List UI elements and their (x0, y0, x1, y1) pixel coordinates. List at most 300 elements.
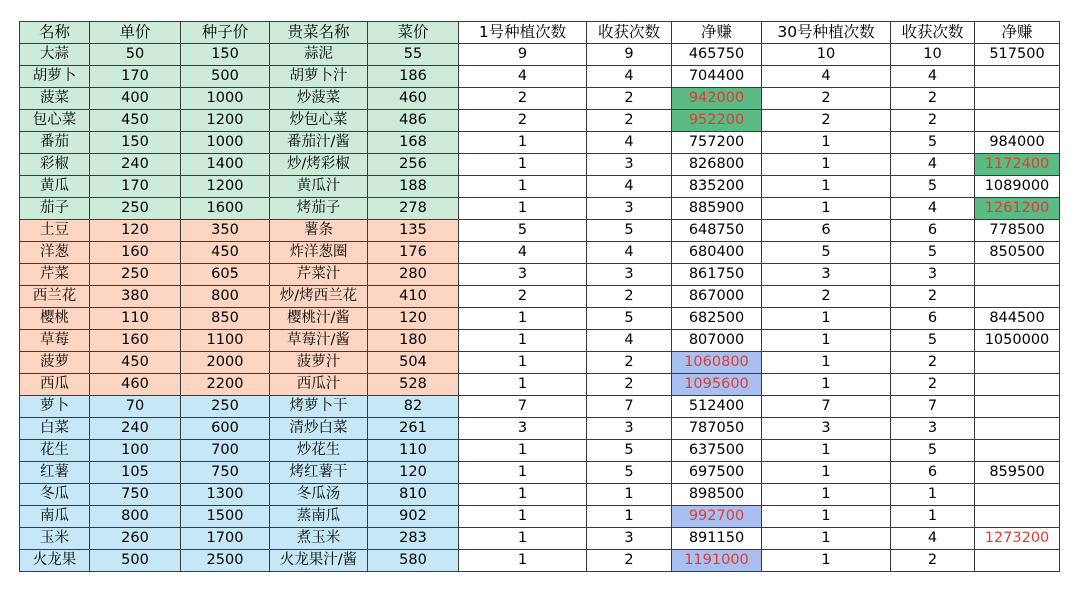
day1-harvests-cell[interactable]: 1 (587, 506, 672, 528)
day30-harvests-cell[interactable]: 4 (891, 66, 975, 88)
day1-harvests-cell[interactable]: 2 (587, 550, 672, 572)
dish-name-cell[interactable]: 黄瓜汁 (270, 176, 368, 198)
day30-plantings-cell[interactable]: 1 (762, 198, 891, 220)
dish-name-cell[interactable]: 烤茄子 (270, 198, 368, 220)
day1-net-profit-cell[interactable]: 787050 (672, 418, 762, 440)
header-day1-net-profit[interactable]: 净赚 (672, 22, 762, 44)
name-cell[interactable]: 洋葱 (20, 242, 90, 264)
day1-plantings-cell[interactable]: 4 (459, 242, 587, 264)
day1-net-profit-cell[interactable]: 891150 (672, 528, 762, 550)
day30-harvests-cell[interactable]: 1 (891, 506, 975, 528)
dish-name-cell[interactable]: 芹菜汁 (270, 264, 368, 286)
day1-harvests-cell[interactable]: 5 (587, 440, 672, 462)
seed-price-cell[interactable]: 1600 (181, 198, 270, 220)
day1-net-profit-cell[interactable]: 465750 (672, 44, 762, 66)
day30-plantings-cell[interactable]: 4 (762, 66, 891, 88)
unit-price-cell[interactable]: 110 (90, 308, 181, 330)
day1-harvests-cell[interactable]: 4 (587, 176, 672, 198)
day1-plantings-cell[interactable]: 3 (459, 418, 587, 440)
table-row (20, 66, 1060, 88)
dish-name-cell[interactable]: 番茄汁/酱 (270, 132, 368, 154)
day1-plantings-cell[interactable]: 1 (459, 462, 587, 484)
day30-harvests-cell[interactable]: 2 (891, 550, 975, 572)
name-cell[interactable]: 土豆 (20, 220, 90, 242)
day1-plantings-cell[interactable]: 1 (459, 550, 587, 572)
dish-price-cell[interactable]: 460 (368, 88, 459, 110)
name-cell[interactable]: 西瓜 (20, 374, 90, 396)
day1-harvests-cell[interactable]: 1 (587, 484, 672, 506)
table-row (20, 374, 1060, 396)
day30-net-profit-cell[interactable]: 1089000 (975, 176, 1060, 198)
day1-net-profit-cell[interactable]: 835200 (672, 176, 762, 198)
day1-plantings-cell[interactable]: 1 (459, 374, 587, 396)
day1-harvests-cell[interactable]: 5 (587, 462, 672, 484)
day30-plantings-cell[interactable]: 1 (762, 154, 891, 176)
day1-plantings-cell[interactable]: 1 (459, 330, 587, 352)
table-row (20, 484, 1060, 506)
day30-net-profit-cell[interactable] (975, 264, 1060, 286)
unit-price-cell[interactable]: 380 (90, 286, 181, 308)
table-row (20, 286, 1060, 308)
day1-net-profit-cell[interactable]: 512400 (672, 396, 762, 418)
day30-plantings-cell[interactable]: 1 (762, 308, 891, 330)
day30-net-profit-cell[interactable] (975, 66, 1060, 88)
dish-name-cell[interactable]: 炒/烤彩椒 (270, 154, 368, 176)
day30-harvests-cell[interactable]: 5 (891, 330, 975, 352)
seed-price-cell[interactable]: 2500 (181, 550, 270, 572)
dish-price-cell[interactable]: 261 (368, 418, 459, 440)
header-seed-price[interactable]: 种子价 (181, 22, 270, 44)
day1-plantings-cell[interactable]: 1 (459, 198, 587, 220)
dish-price-cell[interactable]: 410 (368, 286, 459, 308)
header-unit-price[interactable]: 单价 (90, 22, 181, 44)
day30-net-profit-cell[interactable]: 778500 (975, 220, 1060, 242)
day30-net-profit-cell[interactable] (975, 440, 1060, 462)
name-cell[interactable]: 萝卜 (20, 396, 90, 418)
table-row (20, 154, 1060, 176)
day30-net-profit-cell[interactable] (975, 88, 1060, 110)
seed-price-cell[interactable]: 800 (181, 286, 270, 308)
table-row (20, 264, 1060, 286)
day30-plantings-cell[interactable]: 10 (762, 44, 891, 66)
seed-price-cell[interactable]: 500 (181, 66, 270, 88)
day1-harvests-cell[interactable]: 3 (587, 264, 672, 286)
header-dish-price[interactable]: 菜价 (368, 22, 459, 44)
table-row (20, 110, 1060, 132)
dish-name-cell[interactable]: 草莓汁/酱 (270, 330, 368, 352)
dish-price-cell[interactable]: 110 (368, 440, 459, 462)
unit-price-cell[interactable]: 50 (90, 44, 181, 66)
day30-harvests-cell[interactable]: 6 (891, 308, 975, 330)
header-dish-name[interactable]: 贵菜名称 (270, 22, 368, 44)
table-row (20, 88, 1060, 110)
day1-plantings-cell[interactable]: 1 (459, 176, 587, 198)
header-name[interactable]: 名称 (20, 22, 90, 44)
name-cell[interactable]: 胡萝卜 (20, 66, 90, 88)
dish-price-cell[interactable]: 902 (368, 506, 459, 528)
seed-price-cell[interactable]: 600 (181, 418, 270, 440)
day30-harvests-cell[interactable]: 5 (891, 176, 975, 198)
day30-net-profit-cell[interactable]: 1261200 (975, 198, 1060, 220)
table-row (20, 44, 1060, 66)
day30-harvests-cell[interactable]: 2 (891, 374, 975, 396)
seed-price-cell[interactable]: 450 (181, 242, 270, 264)
table-row (20, 462, 1060, 484)
seed-price-cell[interactable]: 350 (181, 220, 270, 242)
seed-price-cell[interactable]: 1700 (181, 528, 270, 550)
day1-net-profit-cell[interactable]: 885900 (672, 198, 762, 220)
day1-harvests-cell[interactable]: 2 (587, 286, 672, 308)
day30-net-profit-cell[interactable]: 850500 (975, 242, 1060, 264)
day30-plantings-cell[interactable]: 1 (762, 550, 891, 572)
day1-net-profit-cell[interactable]: 807000 (672, 330, 762, 352)
day30-plantings-cell[interactable]: 1 (762, 528, 891, 550)
unit-price-cell[interactable]: 160 (90, 330, 181, 352)
table-row (20, 132, 1060, 154)
unit-price-cell[interactable]: 460 (90, 374, 181, 396)
dish-price-cell[interactable]: 504 (368, 352, 459, 374)
dish-name-cell[interactable]: 火龙果汁/酱 (270, 550, 368, 572)
day1-plantings-cell[interactable]: 1 (459, 440, 587, 462)
day30-harvests-cell[interactable]: 2 (891, 110, 975, 132)
day1-plantings-cell[interactable]: 7 (459, 396, 587, 418)
name-cell[interactable]: 包心菜 (20, 110, 90, 132)
name-cell[interactable]: 菠萝 (20, 352, 90, 374)
name-cell[interactable]: 彩椒 (20, 154, 90, 176)
day30-harvests-cell[interactable]: 4 (891, 198, 975, 220)
dish-price-cell[interactable]: 188 (368, 176, 459, 198)
seed-price-cell[interactable]: 1000 (181, 88, 270, 110)
dish-price-cell[interactable]: 55 (368, 44, 459, 66)
name-cell[interactable]: 草莓 (20, 330, 90, 352)
day1-plantings-cell[interactable]: 1 (459, 308, 587, 330)
day30-net-profit-cell[interactable]: 1273200 (975, 528, 1060, 550)
day30-harvests-cell[interactable]: 5 (891, 132, 975, 154)
dish-price-cell[interactable]: 280 (368, 264, 459, 286)
seed-price-cell[interactable]: 850 (181, 308, 270, 330)
day30-net-profit-cell[interactable] (975, 506, 1060, 528)
crop-profit-table (19, 21, 1060, 572)
day30-net-profit-cell[interactable] (975, 484, 1060, 506)
dish-price-cell[interactable]: 256 (368, 154, 459, 176)
day30-plantings-cell[interactable]: 1 (762, 484, 891, 506)
name-cell[interactable]: 火龙果 (20, 550, 90, 572)
dish-name-cell[interactable]: 炒花生 (270, 440, 368, 462)
day1-plantings-cell[interactable]: 5 (459, 220, 587, 242)
day30-plantings-cell[interactable]: 5 (762, 242, 891, 264)
day30-net-profit-cell[interactable]: 1172400 (975, 154, 1060, 176)
day1-net-profit-cell[interactable]: 648750 (672, 220, 762, 242)
day1-net-profit-cell[interactable]: 680400 (672, 242, 762, 264)
day1-net-profit-cell[interactable]: 1060800 (672, 352, 762, 374)
day30-plantings-cell[interactable]: 1 (762, 506, 891, 528)
day1-plantings-cell[interactable]: 2 (459, 110, 587, 132)
table-row (20, 528, 1060, 550)
name-cell[interactable]: 花生 (20, 440, 90, 462)
dish-name-cell[interactable]: 烤萝卜干 (270, 396, 368, 418)
unit-price-cell[interactable]: 150 (90, 132, 181, 154)
dish-price-cell[interactable]: 486 (368, 110, 459, 132)
day1-harvests-cell[interactable]: 4 (587, 242, 672, 264)
day1-harvests-cell[interactable]: 4 (587, 66, 672, 88)
day1-net-profit-cell[interactable]: 942000 (672, 88, 762, 110)
dish-name-cell[interactable]: 冬瓜汤 (270, 484, 368, 506)
table-row (20, 220, 1060, 242)
dish-name-cell[interactable]: 炒菠菜 (270, 88, 368, 110)
day30-plantings-cell[interactable]: 1 (762, 374, 891, 396)
day30-plantings-cell[interactable]: 3 (762, 264, 891, 286)
day1-plantings-cell[interactable]: 2 (459, 88, 587, 110)
unit-price-cell[interactable]: 160 (90, 242, 181, 264)
seed-price-cell[interactable]: 1200 (181, 110, 270, 132)
table-row (20, 396, 1060, 418)
day1-plantings-cell[interactable]: 4 (459, 66, 587, 88)
day30-harvests-cell[interactable]: 2 (891, 286, 975, 308)
dish-name-cell[interactable]: 煮玉米 (270, 528, 368, 550)
header-day1-harvests[interactable]: 收获次数 (587, 22, 672, 44)
seed-price-cell[interactable]: 250 (181, 396, 270, 418)
dish-name-cell[interactable]: 胡萝卜汁 (270, 66, 368, 88)
name-cell[interactable]: 白菜 (20, 418, 90, 440)
dish-price-cell[interactable]: 120 (368, 462, 459, 484)
day1-net-profit-cell[interactable]: 704400 (672, 66, 762, 88)
table-row (20, 242, 1060, 264)
day30-plantings-cell[interactable]: 6 (762, 220, 891, 242)
dish-price-cell[interactable]: 283 (368, 528, 459, 550)
day1-net-profit-cell[interactable]: 992700 (672, 506, 762, 528)
table-row (20, 308, 1060, 330)
header-row (20, 22, 1060, 44)
table-row (20, 330, 1060, 352)
day1-net-profit-cell[interactable]: 952200 (672, 110, 762, 132)
day1-harvests-cell[interactable]: 5 (587, 308, 672, 330)
seed-price-cell[interactable]: 700 (181, 440, 270, 462)
day30-harvests-cell[interactable]: 7 (891, 396, 975, 418)
dish-name-cell[interactable]: 西瓜汁 (270, 374, 368, 396)
day1-net-profit-cell[interactable]: 682500 (672, 308, 762, 330)
day30-harvests-cell[interactable]: 5 (891, 242, 975, 264)
table-row (20, 418, 1060, 440)
day1-net-profit-cell[interactable]: 867000 (672, 286, 762, 308)
day1-harvests-cell[interactable]: 5 (587, 220, 672, 242)
dish-price-cell[interactable]: 135 (368, 220, 459, 242)
day30-harvests-cell[interactable]: 3 (891, 418, 975, 440)
day1-harvests-cell[interactable]: 4 (587, 132, 672, 154)
unit-price-cell[interactable]: 170 (90, 66, 181, 88)
dish-name-cell[interactable]: 菠萝汁 (270, 352, 368, 374)
day30-plantings-cell[interactable]: 1 (762, 352, 891, 374)
day1-harvests-cell[interactable]: 4 (587, 330, 672, 352)
dish-price-cell[interactable]: 180 (368, 330, 459, 352)
unit-price-cell[interactable]: 120 (90, 220, 181, 242)
day1-harvests-cell[interactable]: 2 (587, 374, 672, 396)
day1-net-profit-cell[interactable]: 826800 (672, 154, 762, 176)
table-body (20, 44, 1060, 572)
dish-name-cell[interactable]: 炒包心菜 (270, 110, 368, 132)
name-cell[interactable]: 番茄 (20, 132, 90, 154)
day30-plantings-cell[interactable]: 3 (762, 418, 891, 440)
day1-plantings-cell[interactable]: 9 (459, 44, 587, 66)
day1-net-profit-cell[interactable]: 637500 (672, 440, 762, 462)
day1-harvests-cell[interactable]: 3 (587, 154, 672, 176)
day1-net-profit-cell[interactable]: 697500 (672, 462, 762, 484)
day30-net-profit-cell[interactable]: 517500 (975, 44, 1060, 66)
unit-price-cell[interactable]: 100 (90, 440, 181, 462)
unit-price-cell[interactable]: 800 (90, 506, 181, 528)
day30-net-profit-cell[interactable] (975, 110, 1060, 132)
day30-net-profit-cell[interactable] (975, 396, 1060, 418)
seed-price-cell[interactable]: 605 (181, 264, 270, 286)
day30-net-profit-cell[interactable] (975, 352, 1060, 374)
day1-plantings-cell[interactable]: 1 (459, 154, 587, 176)
name-cell[interactable]: 冬瓜 (20, 484, 90, 506)
dish-price-cell[interactable]: 528 (368, 374, 459, 396)
day1-net-profit-cell[interactable]: 898500 (672, 484, 762, 506)
dish-price-cell[interactable]: 580 (368, 550, 459, 572)
day30-harvests-cell[interactable]: 2 (891, 88, 975, 110)
name-cell[interactable]: 芹菜 (20, 264, 90, 286)
day30-harvests-cell[interactable]: 10 (891, 44, 975, 66)
unit-price-cell[interactable]: 250 (90, 264, 181, 286)
seed-price-cell[interactable]: 2000 (181, 352, 270, 374)
day30-net-profit-cell[interactable] (975, 286, 1060, 308)
seed-price-cell[interactable]: 1300 (181, 484, 270, 506)
day30-net-profit-cell[interactable]: 984000 (975, 132, 1060, 154)
day1-net-profit-cell[interactable]: 861750 (672, 264, 762, 286)
header-day1-plantings[interactable]: 1号种植次数 (459, 22, 587, 44)
dish-name-cell[interactable]: 炒/烤西兰花 (270, 286, 368, 308)
day30-plantings-cell[interactable]: 7 (762, 396, 891, 418)
unit-price-cell[interactable]: 170 (90, 176, 181, 198)
day1-harvests-cell[interactable]: 3 (587, 418, 672, 440)
day1-harvests-cell[interactable]: 2 (587, 352, 672, 374)
name-cell[interactable]: 玉米 (20, 528, 90, 550)
name-cell[interactable]: 樱桃 (20, 308, 90, 330)
day30-net-profit-cell[interactable]: 859500 (975, 462, 1060, 484)
seed-price-cell[interactable]: 1400 (181, 154, 270, 176)
day30-plantings-cell[interactable]: 2 (762, 286, 891, 308)
unit-price-cell[interactable]: 500 (90, 550, 181, 572)
day1-harvests-cell[interactable]: 3 (587, 198, 672, 220)
unit-price-cell[interactable]: 260 (90, 528, 181, 550)
seed-price-cell[interactable]: 1500 (181, 506, 270, 528)
unit-price-cell[interactable]: 240 (90, 154, 181, 176)
day1-net-profit-cell[interactable]: 1191000 (672, 550, 762, 572)
dish-price-cell[interactable]: 168 (368, 132, 459, 154)
day30-net-profit-cell[interactable]: 1050000 (975, 330, 1060, 352)
day30-plantings-cell[interactable]: 1 (762, 330, 891, 352)
unit-price-cell[interactable]: 240 (90, 418, 181, 440)
table-row (20, 550, 1060, 572)
seed-price-cell[interactable]: 1200 (181, 176, 270, 198)
day30-net-profit-cell[interactable] (975, 418, 1060, 440)
day1-harvests-cell[interactable]: 9 (587, 44, 672, 66)
day30-harvests-cell[interactable]: 2 (891, 352, 975, 374)
unit-price-cell[interactable]: 400 (90, 88, 181, 110)
day30-harvests-cell[interactable]: 1 (891, 484, 975, 506)
name-cell[interactable]: 菠菜 (20, 88, 90, 110)
day30-net-profit-cell[interactable]: 844500 (975, 308, 1060, 330)
seed-price-cell[interactable]: 2200 (181, 374, 270, 396)
unit-price-cell[interactable]: 750 (90, 484, 181, 506)
day1-plantings-cell[interactable]: 2 (459, 286, 587, 308)
name-cell[interactable]: 南瓜 (20, 506, 90, 528)
dish-price-cell[interactable]: 120 (368, 308, 459, 330)
dish-price-cell[interactable]: 186 (368, 66, 459, 88)
day1-plantings-cell[interactable]: 1 (459, 484, 587, 506)
dish-name-cell[interactable]: 烤红薯干 (270, 462, 368, 484)
unit-price-cell[interactable]: 450 (90, 352, 181, 374)
unit-price-cell[interactable]: 250 (90, 198, 181, 220)
day30-harvests-cell[interactable]: 3 (891, 264, 975, 286)
name-cell[interactable]: 黄瓜 (20, 176, 90, 198)
day1-harvests-cell[interactable]: 3 (587, 528, 672, 550)
day30-harvests-cell[interactable]: 4 (891, 528, 975, 550)
table-row (20, 176, 1060, 198)
seed-price-cell[interactable]: 750 (181, 462, 270, 484)
dish-name-cell[interactable]: 蒜泥 (270, 44, 368, 66)
dish-price-cell[interactable]: 176 (368, 242, 459, 264)
dish-name-cell[interactable]: 薯条 (270, 220, 368, 242)
name-cell[interactable]: 茄子 (20, 198, 90, 220)
day30-plantings-cell[interactable]: 2 (762, 88, 891, 110)
header-day30-harvests[interactable]: 收获次数 (891, 22, 975, 44)
table-row (20, 198, 1060, 220)
day30-harvests-cell[interactable]: 4 (891, 154, 975, 176)
unit-price-cell[interactable]: 450 (90, 110, 181, 132)
day1-harvests-cell[interactable]: 2 (587, 110, 672, 132)
day30-harvests-cell[interactable]: 6 (891, 462, 975, 484)
day30-harvests-cell[interactable]: 6 (891, 220, 975, 242)
day1-net-profit-cell[interactable]: 1095600 (672, 374, 762, 396)
header-day30-plantings[interactable]: 30号种植次数 (762, 22, 891, 44)
day30-harvests-cell[interactable]: 5 (891, 440, 975, 462)
name-cell[interactable]: 红薯 (20, 462, 90, 484)
dish-price-cell[interactable]: 82 (368, 396, 459, 418)
day1-plantings-cell[interactable]: 1 (459, 352, 587, 374)
day1-plantings-cell[interactable]: 1 (459, 132, 587, 154)
name-cell[interactable]: 西兰花 (20, 286, 90, 308)
dish-name-cell[interactable]: 蒸南瓜 (270, 506, 368, 528)
name-cell[interactable]: 大蒜 (20, 44, 90, 66)
day30-plantings-cell[interactable]: 1 (762, 132, 891, 154)
header-day30-net-profit[interactable]: 净赚 (975, 22, 1060, 44)
day1-plantings-cell[interactable]: 3 (459, 264, 587, 286)
table-row (20, 506, 1060, 528)
day30-net-profit-cell[interactable] (975, 374, 1060, 396)
day1-plantings-cell[interactable]: 1 (459, 506, 587, 528)
day1-harvests-cell[interactable]: 2 (587, 88, 672, 110)
day30-plantings-cell[interactable]: 2 (762, 110, 891, 132)
dish-name-cell[interactable]: 樱桃汁/酱 (270, 308, 368, 330)
day1-plantings-cell[interactable]: 1 (459, 528, 587, 550)
day1-net-profit-cell[interactable]: 757200 (672, 132, 762, 154)
unit-price-cell[interactable]: 70 (90, 396, 181, 418)
day30-plantings-cell[interactable]: 1 (762, 462, 891, 484)
day30-net-profit-cell[interactable] (975, 550, 1060, 572)
dish-name-cell[interactable]: 清炒白菜 (270, 418, 368, 440)
day30-plantings-cell[interactable]: 1 (762, 176, 891, 198)
dish-name-cell[interactable]: 炸洋葱圈 (270, 242, 368, 264)
day1-harvests-cell[interactable]: 7 (587, 396, 672, 418)
dish-price-cell[interactable]: 278 (368, 198, 459, 220)
seed-price-cell[interactable]: 150 (181, 44, 270, 66)
seed-price-cell[interactable]: 1100 (181, 330, 270, 352)
unit-price-cell[interactable]: 105 (90, 462, 181, 484)
dish-price-cell[interactable]: 810 (368, 484, 459, 506)
seed-price-cell[interactable]: 1000 (181, 132, 270, 154)
day30-plantings-cell[interactable]: 1 (762, 440, 891, 462)
